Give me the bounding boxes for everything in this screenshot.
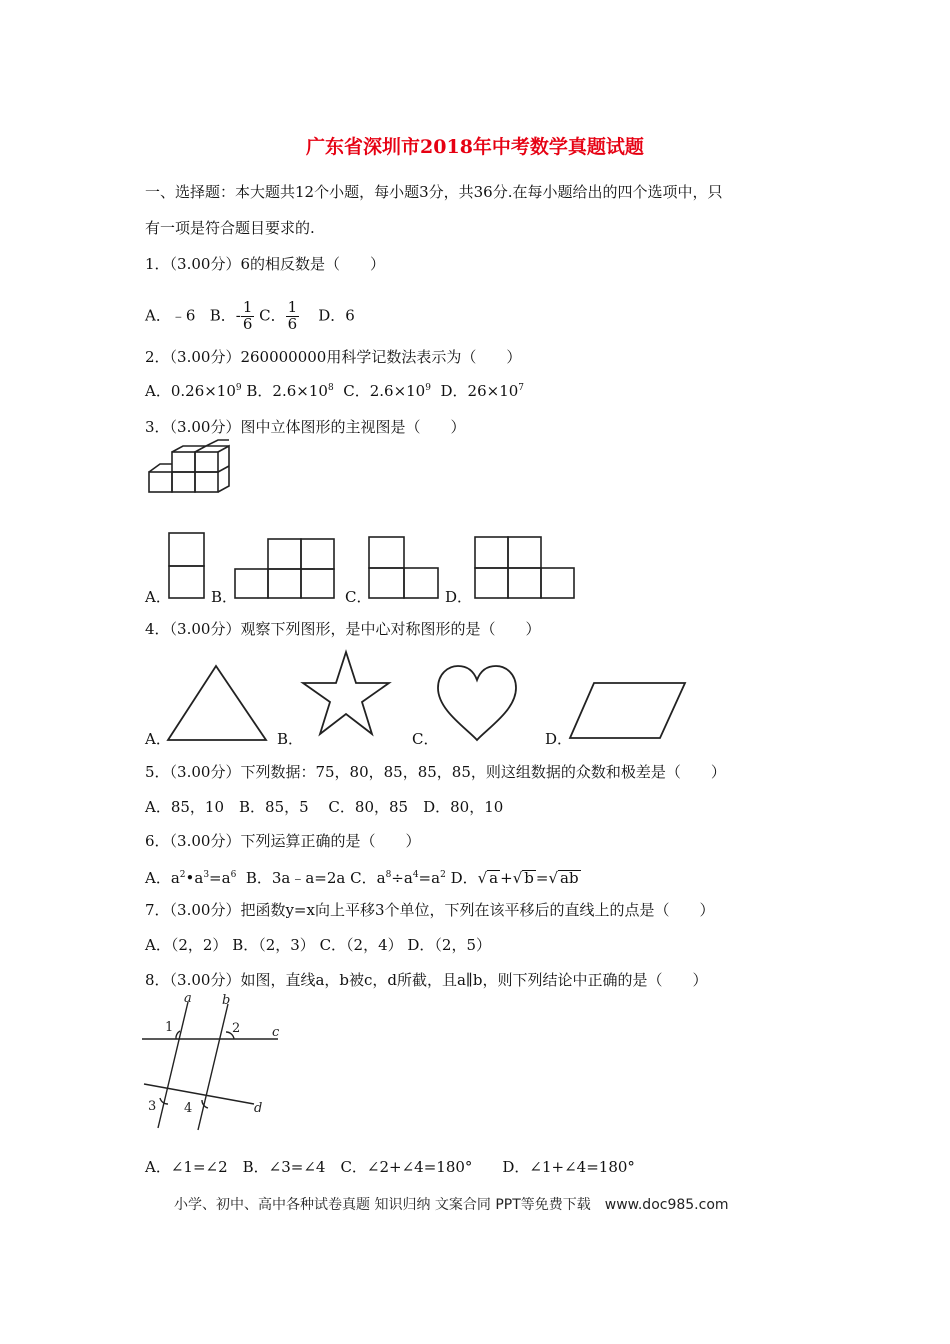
q3-option-d-figure [474,536,576,600]
q8-label-a: a [184,991,192,1006]
q6-d-equals: = [535,869,549,887]
q1-option-b-sign: - [235,306,241,325]
q3-option-a: A． [145,588,171,606]
q2-c-text: C．2.6×10 [343,382,426,400]
q4-option-a: A． [145,730,171,748]
q1-options [145,300,355,333]
page-footer: 小学、初中、高中各种试卷真题 知识归纳 文案合同 PPT等免费下载 www.doc985.com [174,1197,729,1213]
q3-option-b: B． [211,588,238,606]
q8-parallel-lines-figure [140,991,290,1136]
q2-option-a [145,382,242,400]
q1-b-denominator: 6 [242,314,253,333]
q6-d-plus: + [500,869,513,887]
q4-option-d: D． [545,730,573,748]
q6-option-c [350,869,446,887]
q6-option-d: D．√ a +√ b =√ ab [450,869,579,887]
q6-option-a [145,869,236,887]
q1-option-c-fraction [286,300,300,333]
q1-option-b-label: B． [209,306,236,325]
q2-stem: 2．（3.00分）260000000用科学记数法表示为（ ） [145,348,522,366]
q6-stem: 6．（3.00分）下列运算正确的是（ ） [145,832,421,850]
q1-option-c-label: C． [259,306,286,325]
q8-label-1: 1 [165,1020,174,1035]
q3-option-d: D． [445,588,473,606]
q2-option-d [441,382,525,400]
q1-option-b-fraction [241,300,255,333]
q2-option-b [246,382,333,400]
q1-option-a: A．﹣6 [145,306,196,325]
q8-label-2: 2 [232,1021,241,1036]
q2-options [145,384,524,399]
q3-option-c-figure [368,536,440,600]
q8-stem: 8．（3.00分）如图，直线a，b被c，d所截，且a∥b，则下列结论中正确的是（ ） [145,971,708,989]
q7-options: A．（2，2） B．（2，3） C．（2，4） D．（2，5） [145,936,492,954]
page-title: 广东省深圳市2018年中考数学真题试题 [306,136,644,158]
q2-d-exponent: 7 [518,383,525,393]
q8-label-4: 4 [184,1101,193,1116]
q8-label-b: b [222,993,231,1008]
q6-d-label: D． [450,869,478,887]
q8-label-c: c [272,1025,280,1040]
q2-option-c [343,382,431,400]
q6-c-part2: ÷a [391,869,413,887]
q8-line-d [144,1084,254,1104]
q6-c-exp3: 2 [440,870,446,880]
q4-stem: 4．（3.00分）观察下列图形，是中心对称图形的是（ ） [145,620,541,638]
q4-parallelogram-figure [568,680,688,742]
q6-options [145,870,581,886]
q5-options: A．85，10 B．85，5 C．80，85 D．80，10 [145,798,504,816]
q3-solid-figure [146,446,236,496]
q8-label-3: 3 [148,1099,157,1114]
q6-c-exp2: 4 [412,870,419,880]
q6-a-part1: A．a [145,869,180,887]
section-intro-line2: 有一项是符合题目要求的. [145,219,315,237]
q1-c-denominator: 6 [287,314,298,333]
q6-d-radicand-1: a [489,869,499,887]
q2-a-exponent: 9 [235,383,242,393]
q8-options: A．∠1=∠2 B．∠3=∠4 C．∠2+∠4=180° D．∠1+∠4=180° [145,1158,635,1176]
q6-c-part1: C．a [350,869,386,887]
q4-option-b: B． [277,730,304,748]
q6-c-part3: =a [418,869,441,887]
q6-option-b: B．3a﹣a=2a [245,869,346,887]
q8-line-b [198,1004,228,1130]
q6-d-radicand-3: ab [560,869,579,887]
q4-option-c: C． [412,730,439,748]
q2-b-exponent: 8 [327,383,334,393]
q6-c-exp1: 8 [385,870,392,880]
q3-option-b-figure [234,538,336,600]
q3-option-a-figure [168,532,206,600]
q4-heart-figure [436,664,518,744]
q3-option-c: C． [345,588,372,606]
q1-option-d: D．6 [318,306,355,325]
q7-stem: 7．（3.00分）把函数y=x向上平移3个单位，下列在该平移后的直线上的点是（ ） [145,901,715,919]
q2-d-text: D．26×10 [440,382,519,400]
q6-a-exp2: 3 [203,870,210,880]
q1-c-numerator: 1 [287,298,298,316]
q6-a-exp1: 2 [179,870,186,880]
q8-label-d: d [254,1101,263,1116]
q6-a-exp3: 6 [230,870,237,880]
q3-stem: 3．（3.00分）图中立体图形的主视图是（ ） [145,418,466,436]
q1-b-numerator: 1 [242,298,253,316]
section-intro-line1: 一、选择题：本大题共12个小题，每小题3分，共36分.在每小题给出的四个选项中，只 [145,183,723,201]
q6-a-part2: •a [185,869,204,887]
q2-b-text: B．2.6×10 [246,382,328,400]
q4-triangle-figure [166,664,270,744]
q2-a-text: A．0.26×10 [145,382,236,400]
q2-c-exponent: 9 [425,383,431,393]
q4-star-figure [300,650,392,740]
q6-a-part3: =a [209,869,231,887]
q1-stem: 1．（3.00分）6的相反数是（ ） [145,255,385,273]
q5-stem: 5．（3.00分）下列数据：75，80，85，85，85，则这组数据的众数和极差是（ ） [145,763,726,781]
q6-d-radicand-2: b [524,869,534,887]
